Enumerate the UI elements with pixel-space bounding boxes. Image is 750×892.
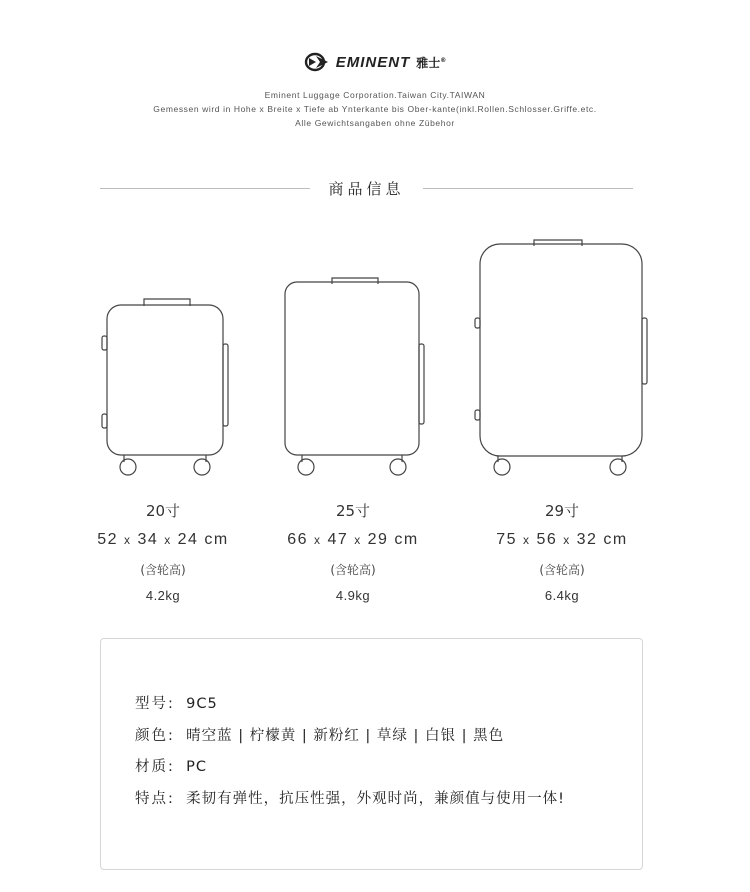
spec-wheel-note: (含轮高) — [539, 563, 585, 577]
attr-material — [135, 755, 207, 776]
spec-20 — [63, 500, 263, 603]
attr-key: 特点: — [135, 791, 175, 807]
attr-colors — [135, 724, 504, 745]
section-heading — [100, 178, 633, 198]
spec-wheel-note: (含轮高) — [140, 563, 186, 577]
suitcase-29-illustration — [472, 238, 652, 480]
spec-wheel-note: (含轮高) — [330, 563, 376, 577]
spec-size: 20寸 — [145, 502, 181, 520]
attr-value: 柔韧有弹性，抗压性强，外观时尚，兼颜值与使用一体! — [186, 791, 565, 807]
brand-info-line-2: Gemessen wird in Hohe x Breite x Tiefe ab Ynterkante bis Ober-kante(inkl.Rollen.Schlosser.Griffe.etc. — [153, 104, 597, 114]
attr-value: 9C5 — [186, 696, 218, 712]
attr-model — [135, 692, 218, 713]
product-attributes-box — [100, 638, 643, 870]
suitcase-20-illustration — [98, 296, 230, 480]
spec-weight: 4.2kg — [145, 588, 181, 603]
brand-info-line-1: Eminent Luggage Corporation.Taiwan City.TAIWAN — [264, 90, 486, 100]
spec-29 — [462, 500, 662, 603]
spec-dimensions: 66 x 47 x 29 cm — [287, 531, 419, 548]
attr-key: 型号: — [135, 696, 175, 712]
section-title: 商品信息 — [328, 180, 405, 198]
brand-info-line-3: Alle Gewichtsangaben ohne Zübehor — [295, 118, 455, 128]
eminent-logo-icon — [304, 52, 330, 72]
attr-key: 材质: — [135, 759, 175, 775]
brand-logo — [0, 52, 750, 72]
spec-25 — [253, 500, 453, 603]
suitcase-25-illustration — [280, 276, 428, 480]
logo-wordmark: EMINENT — [335, 53, 411, 71]
attr-key: 颜色: — [135, 728, 175, 744]
spec-weight: 6.4kg — [544, 588, 580, 603]
attr-value: 晴空蓝 | 柠檬黄 | 新粉红 | 草绿 | 白银 | 黑色 — [186, 728, 505, 744]
spec-size: 29寸 — [544, 502, 580, 520]
attr-features — [135, 787, 565, 808]
spec-dimensions: 52 x 34 x 24 cm — [97, 531, 229, 548]
spec-weight: 4.9kg — [335, 588, 371, 603]
logo-cn: 雅士® — [416, 55, 447, 70]
attr-value: PC — [186, 759, 207, 775]
spec-dimensions: 75 x 56 x 32 cm — [496, 531, 628, 548]
spec-size: 25寸 — [335, 502, 371, 520]
